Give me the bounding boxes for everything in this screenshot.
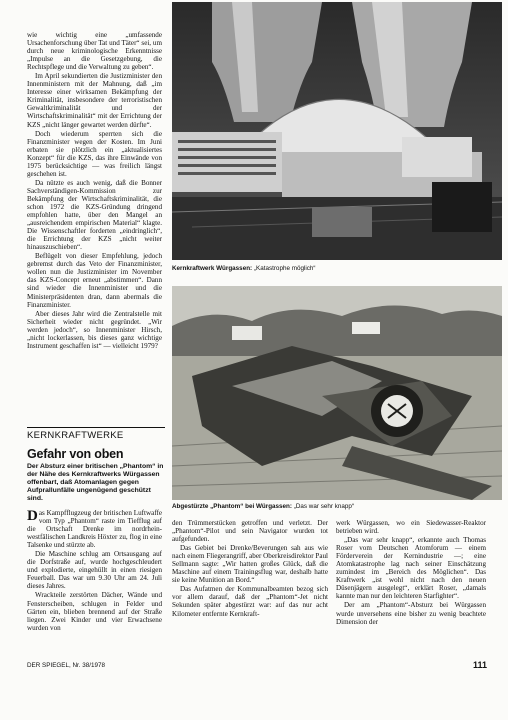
- drop-cap: D: [27, 508, 38, 524]
- section-label: KERNKRAFTWERKE: [27, 430, 124, 441]
- paragraph: Das Aufatmen der Kommunalbeamten bezog sich vor allem darauf, daß der „Phantom“-Jet nicht Sekunden später abgestürzt war: auf das nur acht Kilometer entfernte Kernkraft-: [172, 585, 328, 618]
- section-rule: [27, 427, 165, 428]
- page-number: 111: [473, 660, 488, 670]
- left-column-top: [27, 31, 162, 350]
- article-column-2: [172, 519, 328, 618]
- paragraph: Im April sekundierten die Justizminister den Innenministern mit der Mahnung, daß „im Interesse einer wirksamen Bekämpfung der Kriminalität, insbesondere der terroristischen Gewaltkriminalität und der Wirtschaftskriminalität“ mit der Errichtung der KZS „nicht länger gewartet werden dürfte“.: [27, 72, 162, 129]
- power-plant-illustration: [172, 2, 502, 260]
- paragraph: den Trümmerstücken getroffen und verletzt. Der „Phantom“-Pilot und sein Navigator wurden tot aufgefunden.: [172, 519, 328, 544]
- paragraph: Beflügelt von dieser Empfehlung, jedoch gebremst durch das Veto der Finanzminister, wollen nun die Justizminister im November das KZS-Concept erneut „abstimmen“. Dann sind wieder die Innenminister und die Ministerpräsidenten dran, dann abermals die Finanzminister.: [27, 252, 162, 309]
- photo-caption: [172, 503, 354, 510]
- photo-caption: [172, 265, 316, 272]
- paragraph: Der am „Phantom“-Absturz bei Würgassen wurde unversehens eine bisher zu wenig beachtete Dimension der: [336, 601, 486, 626]
- article-column-3: [336, 519, 486, 626]
- paragraph: „Das war sehr knapp“, erkannte auch Thomas Roser vom Deutschen Atomforum — einem Förderverein der Kernindustrie —; eine Atomkatastrophe lag nach seiner Einschätzung zumindest im „Bereich des Möglichen“. Das Kraftwerk „ist wohl nicht nach den neuen Düsenjägern ausgelegt“, erklärt Roser, „damals kannte man nur den leichteren Starfighter“.: [336, 536, 486, 601]
- article-column-1: [27, 509, 162, 632]
- paragraph: Wrackteile zerstörten Dächer, Wände und Fensterscheiben, schlugen in Felder und Gärten ein, blieben brennend auf der Straße liegen. Zwei Kinder und vier Erwachsene wurden von: [27, 591, 162, 632]
- paragraph: Die Maschine schlug am Ortsausgang auf die Dorfstraße auf, wurde hochgeschleudert und explodierte, eingehüllt in einen riesigen Feuerball. Das war um 9.30 Uhr am 24. Juli dieses Jahres.: [27, 550, 162, 591]
- crashed-jet-photo: [172, 286, 502, 500]
- publication-source: DER SPIEGEL, Nr. 38/1978: [27, 662, 106, 669]
- caption-quote: „Katastrophe möglich“: [253, 265, 316, 272]
- paragraph: Doch wiederum sperrten sich die Finanzminister wegen der Kosten. Im Juni erbaten sie plötzlich ein „aktualisiertes Konzept“ für die KZS, das ihre Einwände von 1975 berücksichtige — was freilich längst geschehen ist.: [27, 129, 162, 178]
- paragraph: Das Gebiet bei Drenke/Beverungen sah aus wie nach einem Fliegerangriff, aber Oberkreisdirektor Paul Sellmann sagte: „Wir hatten großes Glück, daß die Maschine auf einem Trainingsflug war, deshalb hatte sie keine Munition an Bord.“: [172, 544, 328, 585]
- paragraph: [27, 509, 162, 549]
- article-headline: Gefahr von oben: [27, 447, 124, 461]
- paragraph: wie wichtig eine „umfassende Ursachenforschung über Tat und Täter“ sei, um durch neue kriminologische Erkenntnisse „Impulse an die Gesetzgebung, die Rechtspflege und die Verwaltung zu geben“.: [27, 31, 162, 72]
- paragraph: Aber dieses Jahr wird die Zentralstelle mit Sicherheit wieder nicht gegründet. „Wir werden jedoch“, so Innenminister Hirsch, „nicht lockerlassen, bis dieses ganz wichtige Instrument geschaffen ist“ — vielleicht 1979?: [27, 309, 162, 350]
- paragraph: werk Würgassen, wo ein Siedewasser-Reaktor betrieben wird.: [336, 519, 486, 536]
- article-lead: Der Absturz einer britischen „Phantom“ in der Nähe des Kernkraftwerks Würgassen offenbart, daß Atomanlagen gegen Aufprallunfälle ungenügend geschützt sind.: [27, 463, 164, 503]
- crashed-jet-illustration: [172, 286, 502, 500]
- caption-label: Abgestürzte „Phantom“ bei Würgassen:: [172, 503, 293, 510]
- paragraph: Da nützte es auch wenig, daß die Bonner Sachverständigen-Kommission zur Bekämpfung der Wirtschaftskriminalität, die schon 1972 die KZS-Gründung dringend empfohlen hatte, über den Mangel an „ausreichendem empirischen Material“ klagte. Die Wissenschaftler forderten „eindringlich“, die Errichtung der KZS „nicht weiter hinauszuschieben“.: [27, 178, 162, 252]
- power-plant-photo: [172, 2, 502, 260]
- caption-label: Kernkraftwerk Würgassen:: [172, 265, 253, 272]
- caption-quote: „Das war sehr knapp“: [293, 503, 354, 510]
- paragraph-text: as Kampfflugzeug der britischen Luftwaffe vom Typ „Phantom“ raste im Tiefflug auf die Ortschaft Drenke im nordrhein-westfälischen Landkreis Höxter zu, flog in eine Talsenke und stürzte ab.: [27, 509, 162, 550]
